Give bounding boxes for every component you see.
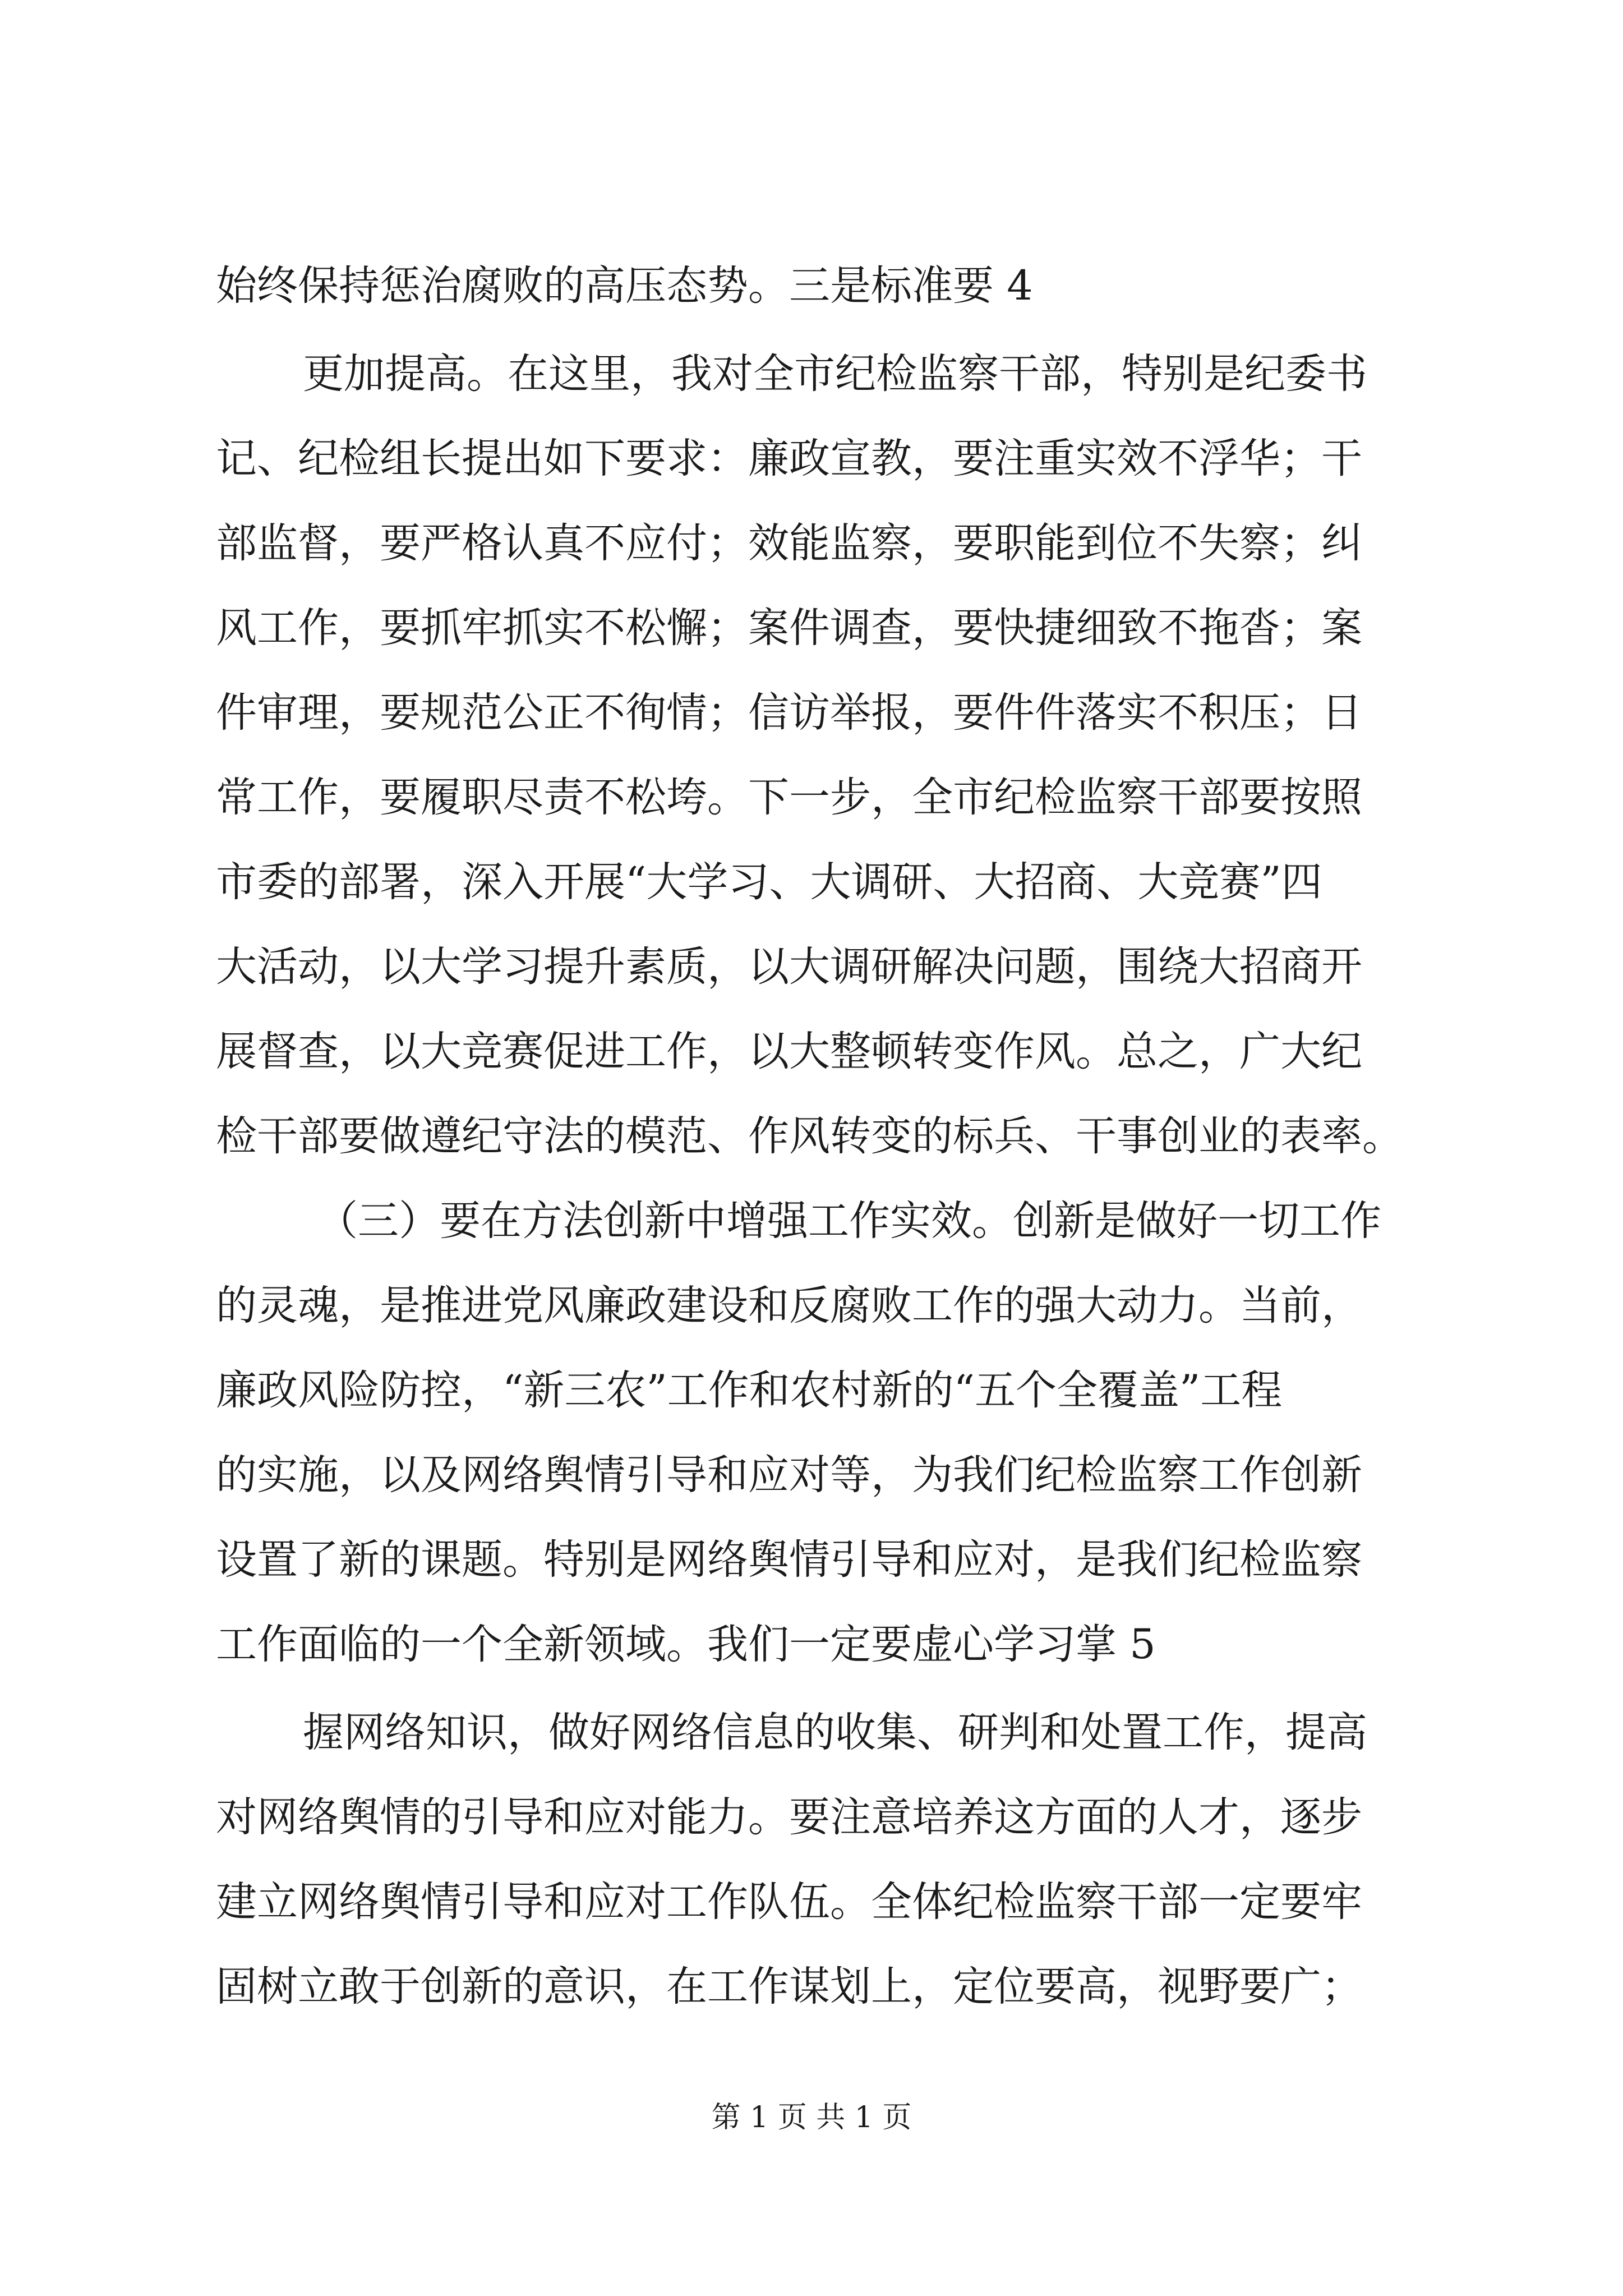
- text-line: 始终保持惩治腐败的高压态势。三是标准要 4: [216, 262, 1033, 310]
- text-line: 检干部要做遵纪守法的模范、作风转变的标兵、干事创业的表率。: [216, 1112, 1403, 1160]
- text-line: 对网络舆情的引导和应对能力。要注意培养这方面的人才，逐步: [216, 1793, 1362, 1841]
- text-line: 市委的部署，深入开展“大学习、大调研、大招商、大竞赛”四: [216, 858, 1322, 906]
- section-heading-line: （三）要在方法创新中增强工作实效。创新是做好一切工作: [317, 1197, 1381, 1245]
- text-line: 廉政风险防控，“新三农”工作和农村新的“五个全覆盖”工程: [216, 1366, 1283, 1414]
- text-line: 设置了新的课题。特别是网络舆情引导和应对，是我们纪检监察: [216, 1536, 1362, 1584]
- text-line: 握网络知识，做好网络信息的收集、研判和处置工作，提高: [303, 1709, 1367, 1756]
- text-line: 常工作，要履职尽责不松垮。下一步，全市纪检监察干部要按照: [216, 774, 1362, 821]
- text-line: 的实施，以及网络舆情引导和应对等，为我们纪检监察工作创新: [216, 1451, 1362, 1499]
- text-line: 的灵魂，是推进党风廉政建设和反腐败工作的强大动力。当前，: [216, 1282, 1362, 1329]
- text-line: 工作面临的一个全新领域。我们一定要虚心学习掌 5: [216, 1621, 1156, 1668]
- page-footer: 第 1 页 共 1 页: [711, 2101, 912, 2134]
- text-line: 风工作，要抓牢抓实不松懈；案件调查，要快捷细致不拖沓；案: [216, 604, 1362, 652]
- text-line: 更加提高。在这里，我对全市纪检监察干部，特别是纪委书: [303, 350, 1367, 398]
- text-line: 大活动，以大学习提升素质，以大调研解决问题，围绕大招商开: [216, 943, 1362, 991]
- text-line: 固树立敢于创新的意识，在工作谋划上，定位要高，视野要广；: [216, 1963, 1362, 2010]
- text-line: 记、纪检组长提出如下要求：廉政宣教，要注重实效不浮华；干: [216, 435, 1362, 482]
- text-line: 展督查，以大竞赛促进工作，以大整顿转变作风。总之，广大纪: [216, 1028, 1362, 1075]
- text-line: 件审理，要规范公正不徇情；信访举报，要件件落实不积压；日: [216, 689, 1362, 737]
- text-line: 建立网络舆情引导和应对工作队伍。全体纪检监察干部一定要牢: [216, 1878, 1362, 1926]
- text-line: 部监督，要严格认真不应付；效能监察，要职能到位不失察；纠: [216, 519, 1362, 567]
